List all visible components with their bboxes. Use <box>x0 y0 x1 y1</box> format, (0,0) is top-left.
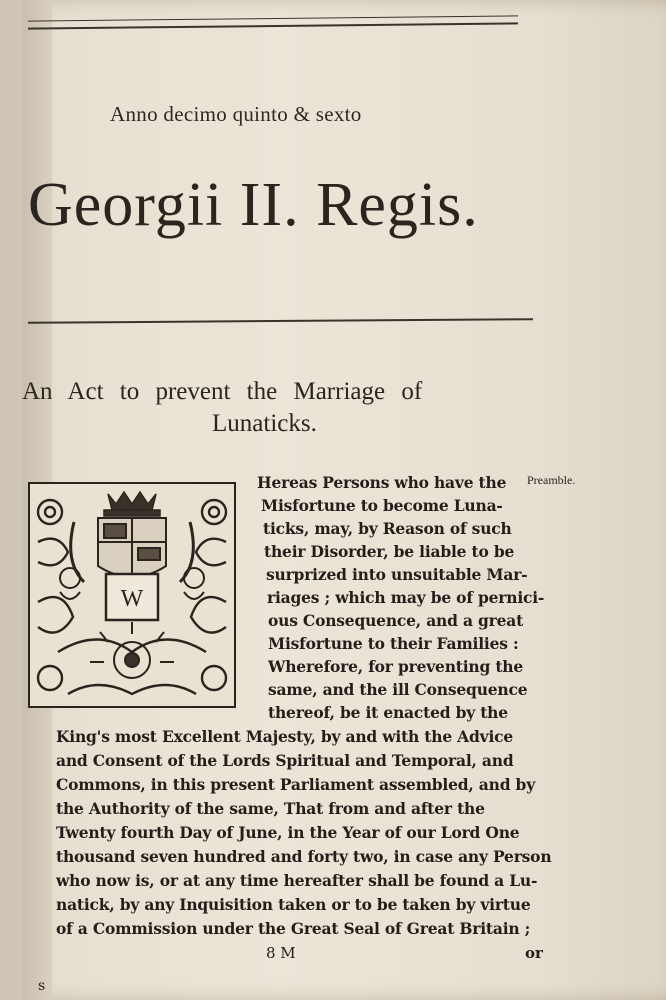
body-line: Misfortune to their Families : <box>268 634 519 653</box>
body-line: natick, by any Inquisition taken or to be taken by virtue <box>56 895 531 914</box>
body-line: riages ; which may be of pernici- <box>267 588 545 607</box>
body-line: of a Commission under the Great Seal of Great Britain ; <box>56 919 531 938</box>
body-line: Twenty fourth Day of June, in the Year of our Lord One <box>56 823 520 842</box>
body-line: thousand seven hundred and forty two, in case any Person <box>56 847 552 866</box>
body-line: Commons, in this present Parliament assembled, and by <box>56 775 535 794</box>
woodcut-ornament-icon <box>28 482 236 708</box>
signature-mark: 8 M <box>266 944 296 962</box>
body-line: the Authority of the same, That from and after the <box>56 799 485 818</box>
body-line: Misfortune to become Luna- <box>261 496 503 515</box>
body-line: ous Consequence, and a great <box>268 611 524 630</box>
anno-heading: Anno decimo quinto & sexto <box>110 102 362 126</box>
initial-letter: W <box>120 586 144 612</box>
act-title-line-1: An Act to prevent the Marriage of <box>22 378 423 405</box>
margin-note: Preamble. <box>527 473 576 487</box>
body-line: Wherefore, for preventing the <box>268 657 524 676</box>
body-line: Hereas Persons who have the <box>257 473 507 492</box>
body-line: same, and the ill Consequence <box>268 680 528 699</box>
body-line: ticks, may, by Reason of such <box>263 519 512 538</box>
catchword: or <box>525 944 543 962</box>
act-title-line-2: Lunaticks. <box>212 410 317 437</box>
page-title: Georgii II. Regis. <box>28 171 479 239</box>
body-line: thereof, be it enacted by the <box>268 703 508 722</box>
corner-mark: s <box>38 978 46 994</box>
body-line: who now is, or at any time hereafter shall be found a Lu- <box>56 871 538 890</box>
decorated-initial <box>28 482 236 708</box>
body-line: their Disorder, be liable to be <box>264 542 515 561</box>
body-line: surprized into unsuitable Mar- <box>266 565 528 584</box>
body-line: and Consent of the Lords Spiritual and Temporal, and <box>56 751 514 770</box>
body-line: King's most Excellent Majesty, by and with the Advice <box>56 727 514 746</box>
